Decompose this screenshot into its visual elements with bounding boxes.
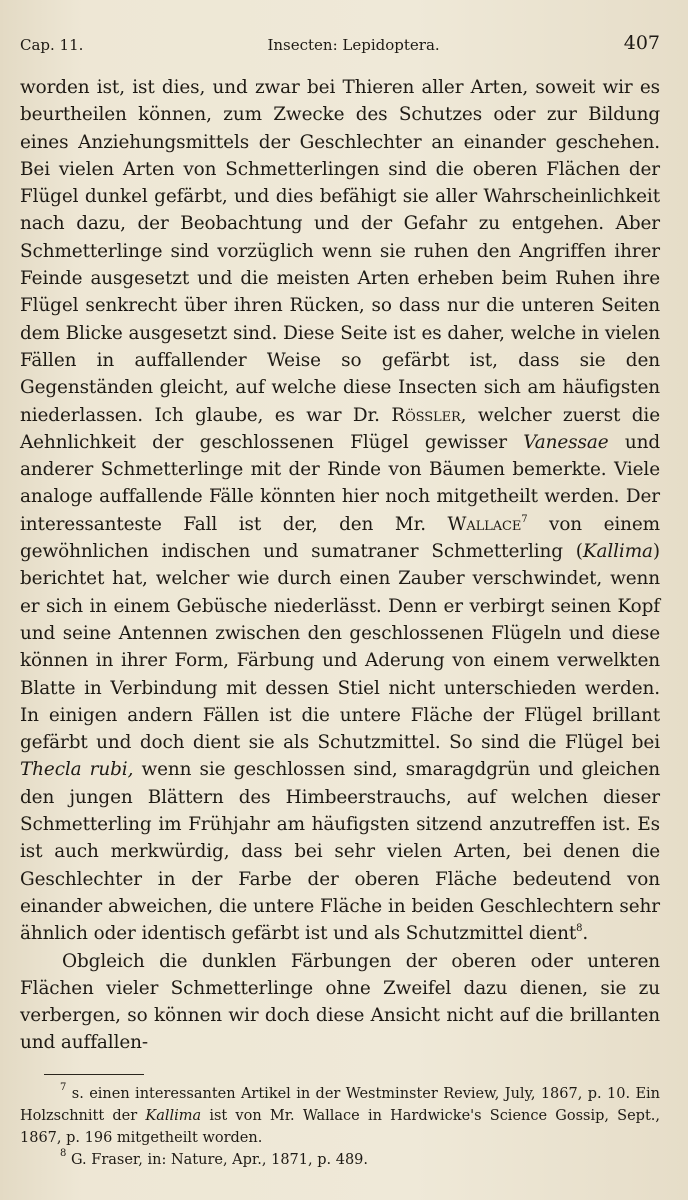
- taxon-thecla-rubi: Thecla rubi,: [20, 759, 134, 781]
- footnotes: [20, 1083, 660, 1171]
- taxon-kallima: Kallima: [582, 541, 653, 563]
- taxon-kallima: Kallima: [145, 1107, 202, 1124]
- footnote-divider: [44, 1074, 144, 1075]
- text-run: s. einen interessanten Artikel in der Westminster Review, July, 1867, p. 10. Ein Holzschnitt der: [20, 1085, 660, 1124]
- running-title: Insecten: Lepidoptera.: [267, 36, 440, 54]
- text-run: .: [582, 923, 589, 945]
- text-run: wenn sie geschlossen sind, smaragdgrün und gleichen den jungen Blättern des Himbeerstrauchs, auf welchen dieser Schmetterling im Frühjahr am häufigsten sitzend anzutreffen ist. Es ist auch merkwürdig, dass bei sehr vielen Arten, bei denen die Geschlechter in der Farbe der oberen Fläche bedeutend von einander abweichen, die untere Fläche in beiden Geschlechtern sehr ähnlich oder identisch gefärbt ist und als Schutzmittel dient: [20, 759, 660, 945]
- author-name-wallace: Wallace: [447, 513, 522, 535]
- taxon-vanessae: Vanessae: [523, 431, 609, 453]
- page-number: 407: [623, 32, 660, 54]
- body-text: [20, 74, 660, 1057]
- paragraph-2: Obgleich die dunklen Färbungen der oberen oder unteren Flächen vieler Schmetterlinge ohne Zweifel dazu dienen, sie zu verbergen, so können wir doch diese Ansicht nicht auf die brillanten und auffallen-: [20, 950, 660, 1054]
- footnote-8: [20, 1149, 660, 1171]
- running-header: [20, 30, 660, 54]
- text-run: von einem gewöhnlichen indischen und sumatraner Schmetterling (: [20, 513, 661, 563]
- text-run: ist von Mr. Wallace in Hardwicke's Science Gossip, Sept., 1867, p. 196 mitgetheilt worden.: [20, 1107, 660, 1146]
- footnote-ref-7: 7: [521, 513, 528, 525]
- text-run: ) berichtet hat, welcher wie durch einen Zauber verschwindet, wenn er sich in einem Gebüsche niederlässt. Denn er verbirgt seinen Kopf und seine Antennen zwischen den geschlossenen Flügeln und diese können in ihrer Form, Färbung und Aderung von einem verwelkten Blatte in Verbindung mit dessen Stiel nicht unterschieden werden. In einigen andern Fällen ist die untere Fläche der Flügel brillant gefärbt und doch dient sie als Schutzmittel. So sind die Flügel bei: [20, 541, 660, 754]
- text-run: worden ist, ist dies, und zwar bei Thieren aller Arten, soweit wir es beurtheilen können, zum Zwecke des Schutzes oder zur Bildung eines Anziehungsmittels der Geschlechter an einander geschehen. Bei vielen Arten von Schmetterlingen sind die oberen Flächen der Flügel dunkel gefärbt, und dies befähigt sie aller Wahrscheinlichkeit nach dazu, der Beobachtung und der Gefahr zu entgehen. Aber Schmetterlinge sind vorzüglich wenn sie ruhen den Angriffen ihrer Feinde ausgesetzt und die meisten Arten erheben beim Ruhen ihre Flügel senkrecht über ihren Rücken, so dass nur die unteren Seiten dem Blicke ausgesetzt sind. Diese Seite ist es daher, welche in vielen Fällen in auffallender Weise so gefärbt ist, dass sie den Gegenständen gleicht, auf welche diese Insecten sich am häufigsten niederlassen. Ich glaube, es war Dr.: [20, 77, 660, 426]
- footnote-7: [20, 1083, 660, 1149]
- text-run: , welcher zuerst die Aehnlichkeit der geschlossenen Flügel gewisser: [20, 404, 660, 453]
- text-run: G. Fraser, in: Nature, Apr., 1871, p. 489.: [70, 1151, 369, 1168]
- footnote-ref-8: 8: [576, 923, 583, 935]
- chapter-label: Cap. 11.: [20, 36, 84, 54]
- text-run: und anderer Schmetterlinge mit der Rinde von Bäumen bemerkte. Viele analoge auffallende Fälle könnten hier noch mitgetheilt werden. Der interessanteste Fall ist der, den Mr.: [20, 431, 661, 535]
- author-name-roessler: Rössler: [391, 404, 461, 426]
- footnote-marker-7: 7: [60, 1081, 67, 1093]
- paragraph-1: [20, 74, 660, 948]
- footnote-marker-8: 8: [60, 1147, 67, 1159]
